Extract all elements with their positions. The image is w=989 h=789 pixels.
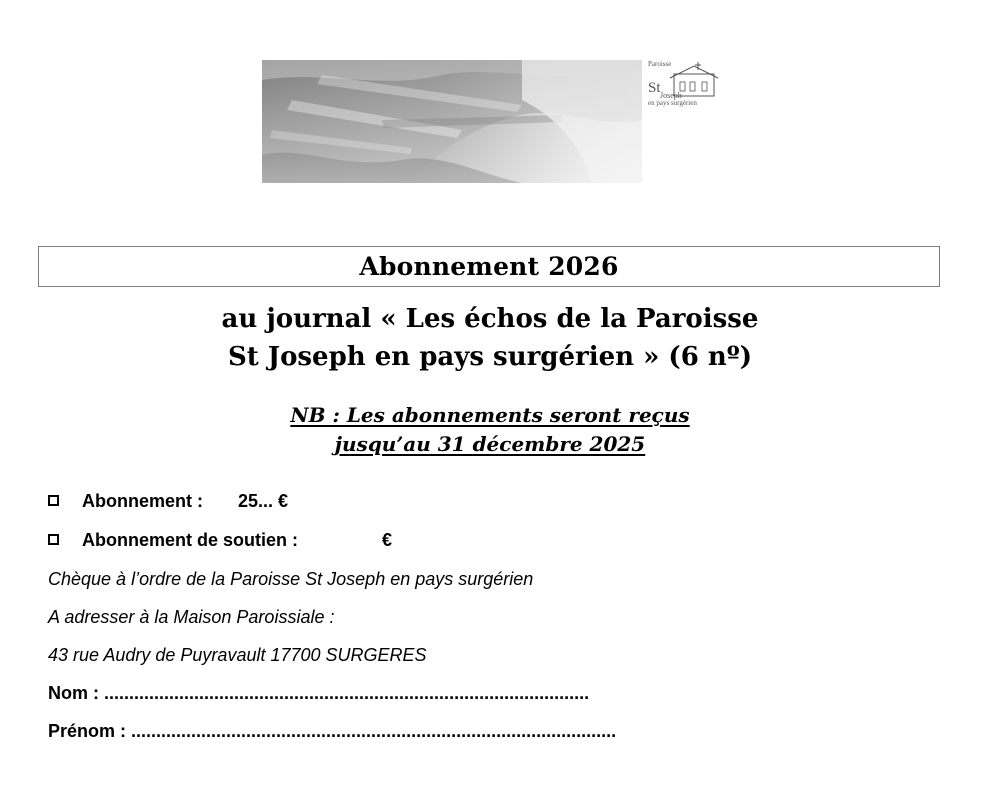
address-intro: A adresser à la Maison Paroissiale : bbox=[48, 607, 335, 627]
option-abonnement[interactable] bbox=[48, 489, 348, 513]
option-soutien[interactable] bbox=[48, 528, 408, 552]
logo-text-pays: en pays surgérien bbox=[648, 99, 697, 107]
option-abonnement-amount: 25... € bbox=[238, 491, 289, 511]
postal-address: 43 rue Audry de Puyravault 17700 SURGERES bbox=[48, 645, 427, 665]
nom-field[interactable]: Nom : ................................................................................................. bbox=[48, 683, 590, 703]
checkbox-abonnement[interactable] bbox=[48, 495, 59, 506]
header-banner bbox=[262, 60, 737, 183]
subtitle-line-1: au journal « Les échos de la Paroisse bbox=[221, 304, 759, 334]
subtitle-line-2: St Joseph en pays surgérien » (6 nº) bbox=[227, 342, 753, 372]
notice-line-1: NB : Les abonnements seront reçus bbox=[290, 403, 690, 427]
option-abonnement-label: Abonnement : bbox=[82, 491, 203, 511]
logo-text-paroisse: Paroisse bbox=[648, 60, 672, 68]
logo-text-st: St bbox=[648, 80, 661, 96]
option-soutien-amount: € bbox=[382, 530, 393, 550]
page-title: Abonnement 2026 bbox=[359, 252, 619, 281]
option-soutien-label: Abonnement de soutien : bbox=[82, 530, 298, 550]
deadline-notice bbox=[0, 401, 980, 459]
checkbox-soutien[interactable] bbox=[48, 534, 59, 545]
prenom-field[interactable]: Prénom : ................................................................................................. bbox=[48, 721, 617, 741]
notice-line-2: jusqu’au 31 décembre 2025 bbox=[334, 432, 646, 456]
logo-text-joseph: Joseph bbox=[660, 91, 682, 100]
brush-stroke-image bbox=[262, 60, 737, 183]
cheque-instructions: Chèque à l’ordre de la Paroisse St Joseph en pays surgérien bbox=[48, 569, 534, 589]
title-box bbox=[38, 246, 940, 287]
subtitle bbox=[0, 300, 980, 376]
